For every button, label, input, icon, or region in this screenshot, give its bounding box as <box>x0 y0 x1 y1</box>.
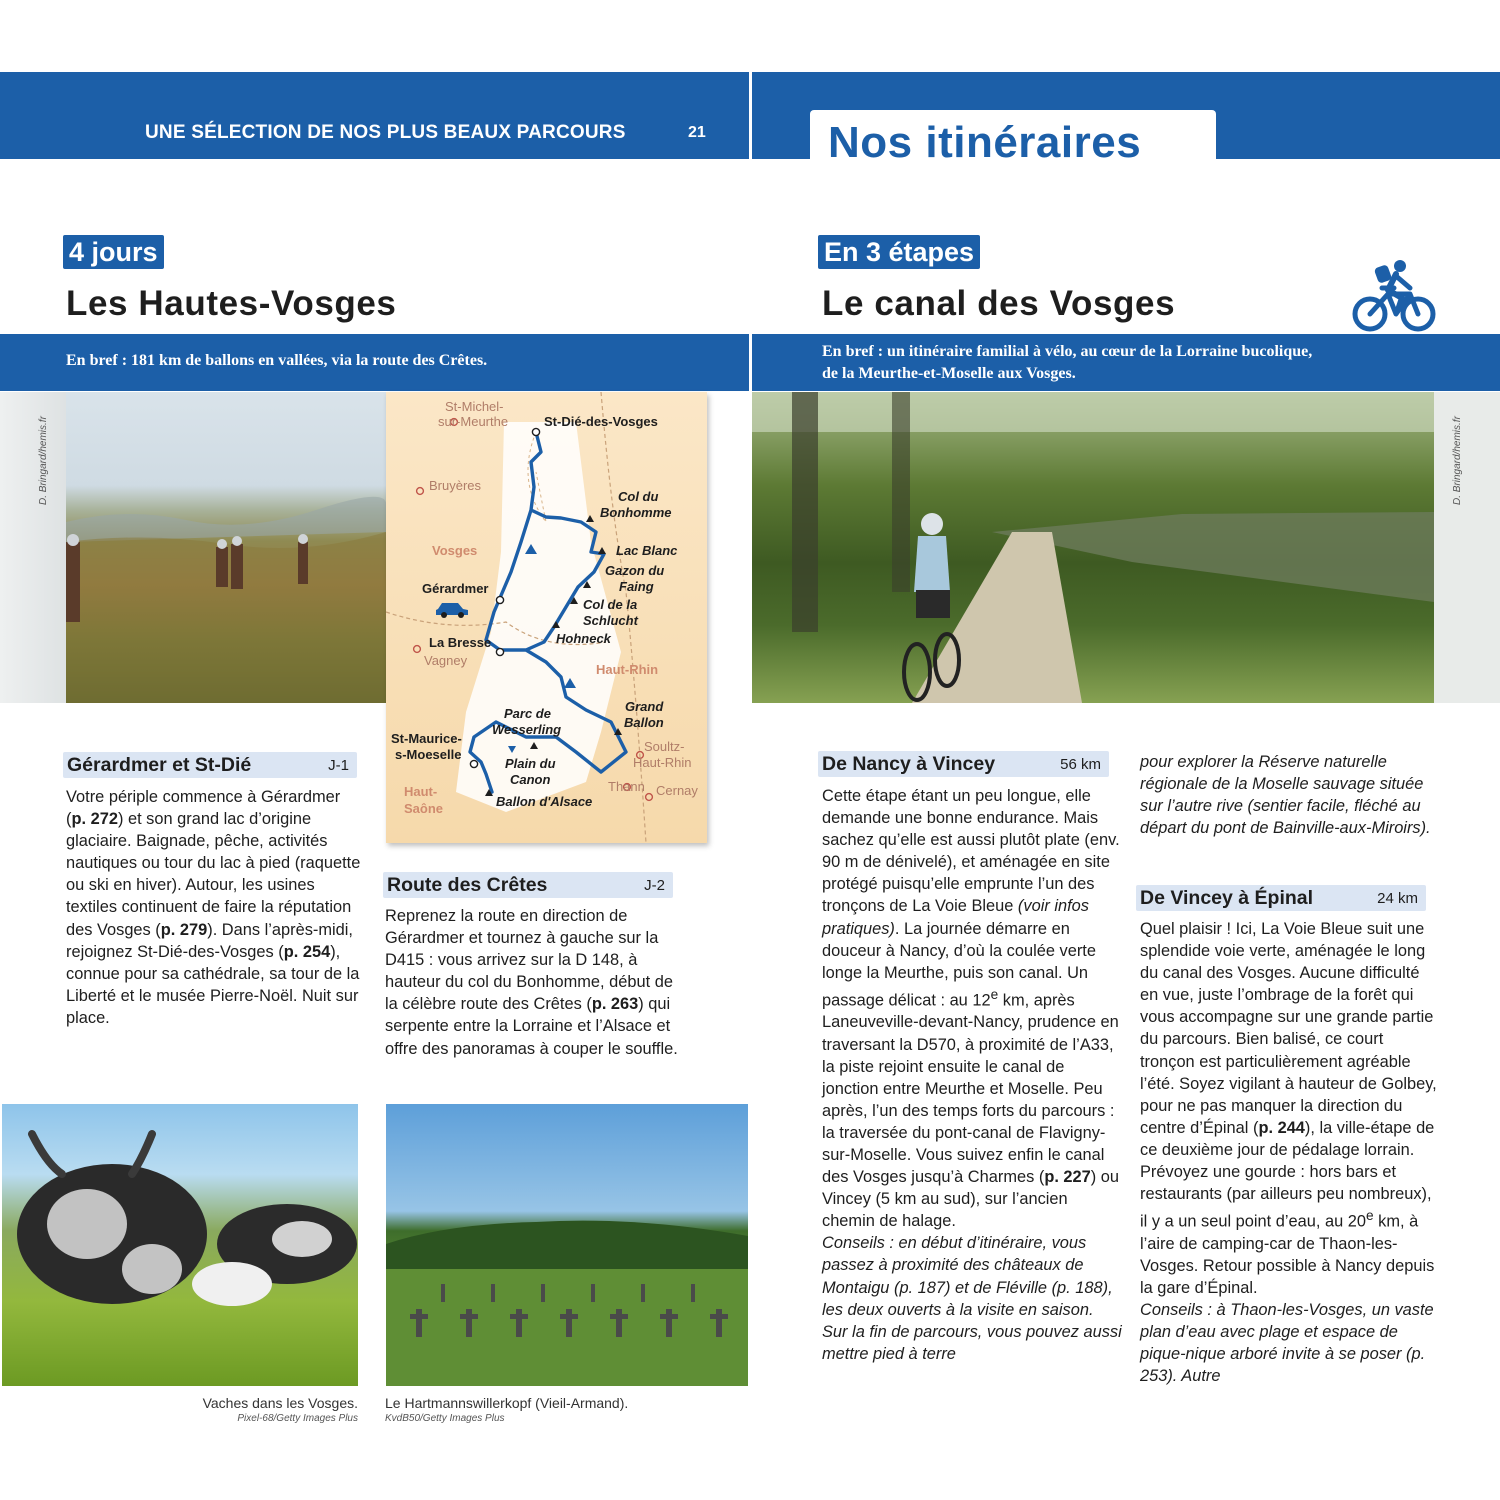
text-italic: (voir infos pratiques) <box>822 897 1089 938</box>
text: Quel plaisir ! Ici, La Voie Bleue suit une splendide voie verte, aménagée le long du canal des Vosges. Aucune difficulté en vue, juste l’ombrage de la forêt qui vous accompagne sur une grande partie du parcours. Bien balisé, ce court tronçon est particulièrement agréable l’été. Soyez vigilant à hauteur de Golbey, pour ne pas manquer la direction du centre d’Épinal ( <box>1140 920 1437 1137</box>
map-label-col-bonhomme-2: Bonhomme <box>600 505 672 520</box>
text: ) et son grand lac d’origine glaciaire. Baignade, pêche, activités nautiques ou tour du lac à pied (raquette ou ski en hiver). Autour, les usines textiles continuent de faire la réputation des Vosges ( <box>66 810 361 939</box>
section-header-vincey-epinal <box>1136 885 1426 911</box>
map-label-gazon: Gazon du <box>605 563 665 578</box>
header-band-left <box>0 72 749 159</box>
section-title: Gérardmer et St-Dié <box>67 754 252 776</box>
canal-photo-edge <box>1434 392 1500 703</box>
section-text-cretes <box>385 905 680 1060</box>
credit-memorial: KvdB50/Getty Images Plus <box>385 1413 505 1424</box>
map-label-st-michel: St-Michel- <box>445 399 504 414</box>
caption-cows: Vaches dans les Vosges. <box>202 1395 358 1411</box>
map-label-la-bresse: La Bresse <box>429 635 492 650</box>
superscript: e <box>990 986 999 1002</box>
caption-memorial: Le Hartmannswillerkopf (Vieil-Armand). <box>385 1395 629 1411</box>
map-label-wesserling: Parc de <box>504 706 551 721</box>
bref-text: 181 km de ballons en vallées, via la route des Crêtes. <box>127 352 488 369</box>
page-number: 21 <box>688 124 706 141</box>
map-label-thann: Thann <box>608 779 645 794</box>
map-label-st-maurice: St-Maurice- <box>391 731 462 746</box>
map-label-col-bonhomme: Col du <box>618 489 659 504</box>
map-label-grand-ballon: Grand <box>625 699 664 714</box>
bref-right <box>752 334 1500 391</box>
map-label-gazon-2: Faing <box>619 579 654 594</box>
section-title: Route des Crêtes <box>387 874 548 896</box>
bref-label: En bref : <box>66 352 128 369</box>
duration-tag: 4 jours <box>63 235 164 269</box>
section-text-vincey-epinal <box>1140 918 1440 1387</box>
map-label-hohneck: Hohneck <box>556 631 611 646</box>
section-text-nancy-vincey <box>822 785 1122 1365</box>
distance-label: 24 km <box>1377 890 1418 907</box>
text: Cette étape étant un peu longue, elle demande une bonne endurance. Mais sachez qu’elle est aussi plutôt plate (env. 90 m de dénivelé), et aménagée en site protégé puisqu’elle emprunte l’un des tronçons de La Voie Bleue <box>822 787 1120 916</box>
text: . La journée démarre en douceur à Nancy, d’où la coulée verte longe la Meurthe, puis son canal. Un passage délicat : au 12 <box>822 919 1096 1010</box>
map-label-lac-blanc: Lac Blanc <box>616 543 678 558</box>
page-ref: p. 227 <box>1044 1168 1091 1187</box>
day-label: J-2 <box>644 877 665 894</box>
section-title: Nos itinéraires <box>828 118 1142 167</box>
route-map <box>386 392 707 843</box>
text: ) qui serpente entre la Lorraine et l’Alsace et offre des panoramas à couper le souffle. <box>385 995 678 1058</box>
text: Votre périple commence à Gérardmer ( <box>66 788 341 829</box>
map-label-schlucht: Col de la <box>583 597 638 612</box>
map-label-haute-saone-2: Saône <box>404 801 444 816</box>
photo-credit-right: D. Bringard/hemis.fr <box>1452 416 1463 505</box>
cows-photo <box>2 1104 358 1386</box>
map-label-vagney: Vagney <box>424 653 468 668</box>
running-head: UNE SÉLECTION DE NOS PLUS BEAUX PARCOURS <box>145 122 626 143</box>
bref-text-line2: de la Meurthe-et-Moselle aux Vosges. <box>822 365 1076 382</box>
map-label-haute-saone: Haut- <box>404 784 438 799</box>
day-label: J-1 <box>328 757 349 774</box>
section-title-tab <box>810 110 1216 167</box>
credit-cows: Pixel-68/Getty Images Plus <box>237 1413 358 1424</box>
map-label-st-michel-2: sur-Meurthe <box>438 414 509 429</box>
hikers-photo <box>66 392 386 703</box>
page-ref: p. 244 <box>1258 1118 1305 1137</box>
section-header-cretes <box>383 872 673 898</box>
map-label-schlucht-2: Schlucht <box>583 613 638 628</box>
text: km, après Laneuveville-devant-Nancy, prudence en traversant la D570, à proximité de l’A33, la piste rejoint ensuite le canal de jonction entre Meurthe et Moselle. Peu après, l’un des temps forts du parcours : la traversée du pont-canal de Flavigny-sur-Moselle. Vous suivez enfin le canal des Vosges jusqu’à Charmes ( <box>822 991 1119 1187</box>
map-label-st-maurice-2: s-Moeselle <box>395 747 462 762</box>
map-label-plain-canon-2: Canon <box>510 772 551 787</box>
page-ref: p. 254 <box>283 942 331 961</box>
map-label-soultz: Soultz- <box>644 739 685 754</box>
map-label-st-die: St-Dié-des-Vosges <box>544 414 658 429</box>
map-label-haut-rhin: Haut-Rhin <box>596 662 659 677</box>
section-title: De Nancy à Vincey <box>822 753 996 775</box>
text: Reprenez la route en direction de Gérardmer et tournez à gauche sur la D415 : vous arrivez sur la D 148, à hauteur du col du Bonhomme, début de la célèbre route des Crêtes ( <box>385 907 673 1014</box>
page-ref: p. 263 <box>591 995 639 1014</box>
bref-left <box>0 334 749 391</box>
map-label-bruyeres: Bruyères <box>429 478 482 493</box>
text: km, à l’aire de camping-car de Thaon-les-Vosges. Retour possible à Nancy depuis la gare d’Épinal. <box>1140 1212 1435 1297</box>
hikers-photo-edge <box>0 392 66 703</box>
stages-tag: En 3 étapes <box>818 235 980 269</box>
map-label-gerardmer: Gérardmer <box>422 581 489 596</box>
canal-photo <box>752 392 1434 703</box>
section-title: De Vincey à Épinal <box>1140 887 1314 909</box>
map-label-plain-canon: Plain du <box>505 756 556 771</box>
superscript: e <box>1366 1208 1374 1224</box>
map-label-vosges: Vosges <box>432 543 478 558</box>
car-icon <box>436 603 468 618</box>
section-header-nancy-vincey <box>818 751 1109 777</box>
photo-credit-left: D. Bringard/hemis.fr <box>38 416 49 505</box>
route-title-right: Le canal des Vosges <box>822 284 1176 323</box>
map-label-cernay: Cernay <box>656 783 698 798</box>
map-label-ballon-alsace: Ballon d'Alsace <box>496 794 593 809</box>
route-title-left: Les Hautes-Vosges <box>66 284 397 323</box>
conseils-text: Conseils : en début d’itinéraire, vous passez à proximité des châteaux de Montaigu (p. 187) et de Fléville (p. 188), les deux ouverts à la visite en saison. Sur la fin de parcours, vous pouvez aussi mettre pied à terre <box>822 1234 1122 1363</box>
section-text-gerardmer <box>66 786 361 1029</box>
page-ref: p. 272 <box>71 810 118 829</box>
bref-label: En bref : <box>822 343 884 360</box>
section-header-gerardmer <box>63 752 357 778</box>
conseils-text: Conseils : à Thaon-les-Vosges, un vaste plan d’eau avec plage et espace de pique-nique arboré invite à se poser (p. 253). Autre <box>1140 1301 1434 1386</box>
map-label-grand-ballon-2: Ballon <box>624 715 664 730</box>
text: ), la ville-étape de ce deuxième jour de pédalage lorrain. Prévoyez une gourde : hors bars et restaurants (par ailleurs peu nombreux), il y a un seul point d’eau, au 20 <box>1140 1118 1435 1231</box>
text: ), connue pour sa cathédrale, sa tour de la Liberté et le musée Pierre-Noël. Nuit sur place. <box>66 942 360 1027</box>
map-label-wesserling-2: Wesserling <box>492 722 562 737</box>
text: ) ou Vincey (5 km au sud), sur l’ancien chemin de halage. <box>822 1168 1120 1231</box>
bref-text-line1: un itinéraire familial à vélo, au cœur de la Lorraine bucolique, <box>883 343 1313 360</box>
text: ). Dans l’après-midi, rejoignez St-Dié-des-Vosges ( <box>66 920 353 961</box>
map-label-soultz-2: Haut-Rhin <box>633 755 692 770</box>
cyclist-icon <box>1352 258 1436 334</box>
page-ref: p. 279 <box>160 920 208 939</box>
section-text-continuation: pour explorer la Réserve naturelle régionale de la Moselle sauvage située sur l’autre rive (sentier facile, fléché au départ du pont de Bainville-aux-Miroirs). <box>1140 753 1431 838</box>
distance-label: 56 km <box>1060 756 1101 773</box>
memorial-photo <box>386 1104 748 1386</box>
